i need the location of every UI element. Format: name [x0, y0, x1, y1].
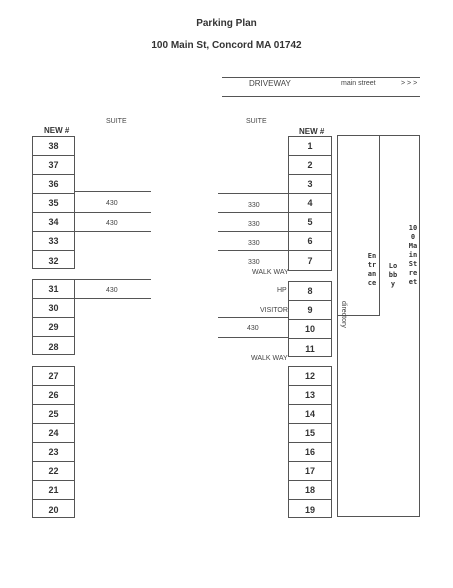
suite-header-right: SUITE	[246, 118, 267, 125]
space-24: 24	[33, 424, 74, 443]
divider-3-4	[218, 193, 288, 194]
driveway-bottom-line	[222, 96, 420, 97]
divider-5-6	[218, 231, 288, 232]
divider-35-34	[75, 212, 151, 213]
suite-31: 430	[106, 287, 118, 294]
left-block-bottom	[32, 366, 75, 518]
main-street-label: main street	[341, 80, 376, 87]
space-32: 32	[48, 255, 59, 266]
suite-7: 330	[248, 259, 260, 266]
space-10: 10	[289, 320, 331, 339]
space-27: 27	[33, 367, 74, 386]
lobby-label: Lobby	[388, 262, 398, 288]
suite-34: 430	[106, 220, 118, 227]
right-block-mid	[288, 281, 332, 357]
space-12: 12	[289, 367, 331, 386]
suite-4: 330	[248, 202, 260, 209]
divider-6-7	[218, 250, 288, 251]
space-4: 4	[289, 194, 331, 213]
space-36: 36	[33, 175, 74, 194]
building-address-label: 100 Main Street	[408, 224, 418, 286]
space-20: 20	[48, 504, 59, 515]
divider-10-11	[218, 337, 288, 338]
space-13: 13	[289, 386, 331, 405]
space-14: 14	[289, 405, 331, 424]
space-25: 25	[33, 405, 74, 424]
space-37: 37	[33, 156, 74, 175]
space-23: 23	[33, 443, 74, 462]
suite-6: 330	[248, 240, 260, 247]
space-18: 18	[289, 481, 331, 500]
plan-title: Parking Plan	[196, 18, 257, 29]
space-34: 34	[33, 213, 74, 232]
divider-34-33	[75, 231, 151, 232]
space-31: 31	[33, 280, 74, 299]
plan-address: 100 Main St, Concord MA 01742	[151, 40, 302, 51]
entrance-label: Entrance	[367, 252, 377, 287]
suite-5: 330	[248, 221, 260, 228]
space-33: 33	[33, 232, 74, 251]
space-29: 29	[33, 318, 74, 337]
space-2: 2	[289, 156, 331, 175]
space-38: 38	[33, 137, 74, 156]
new-number-header-right: NEW #	[299, 127, 325, 136]
right-block-top	[288, 136, 332, 271]
divider-36-35	[75, 191, 151, 192]
space-17: 17	[289, 462, 331, 481]
space-35: 35	[33, 194, 74, 213]
walkway-label-upper: WALK WAY	[252, 269, 289, 276]
left-block-top	[32, 136, 75, 269]
driveway-label: DRIVEWAY	[249, 79, 291, 88]
space-1: 1	[289, 137, 331, 156]
space-11: 11	[305, 343, 315, 354]
walkway-label-lower: WALK WAY	[251, 355, 288, 362]
suite-10: 430	[247, 325, 259, 332]
divider-9-10	[218, 317, 288, 318]
visitor-label: VISITOR	[260, 307, 288, 314]
left-block-mid	[32, 279, 75, 355]
space-9: 9	[289, 301, 331, 320]
space-5: 5	[289, 213, 331, 232]
space-21: 21	[33, 481, 74, 500]
space-28: 28	[48, 341, 59, 352]
divider-4-5	[218, 212, 288, 213]
space-15: 15	[289, 424, 331, 443]
space-26: 26	[33, 386, 74, 405]
space-3: 3	[289, 175, 331, 194]
hp-label: HP	[277, 287, 287, 294]
driveway-top-line	[222, 77, 420, 78]
space-16: 16	[289, 443, 331, 462]
directory-label: directory	[340, 301, 347, 328]
suite-header-left: SUITE	[106, 118, 127, 125]
space-6: 6	[289, 232, 331, 251]
space-22: 22	[33, 462, 74, 481]
divider-above-31	[75, 279, 151, 280]
space-8: 8	[289, 282, 331, 301]
space-30: 30	[33, 299, 74, 318]
space-19: 19	[304, 504, 315, 515]
entrance-bay	[337, 135, 380, 316]
suite-35: 430	[106, 200, 118, 207]
divider-below-31	[75, 298, 151, 299]
direction-arrows: > > >	[401, 80, 418, 87]
new-number-header-left: NEW #	[44, 126, 70, 135]
space-7: 7	[307, 255, 313, 266]
right-block-bottom	[288, 366, 332, 518]
